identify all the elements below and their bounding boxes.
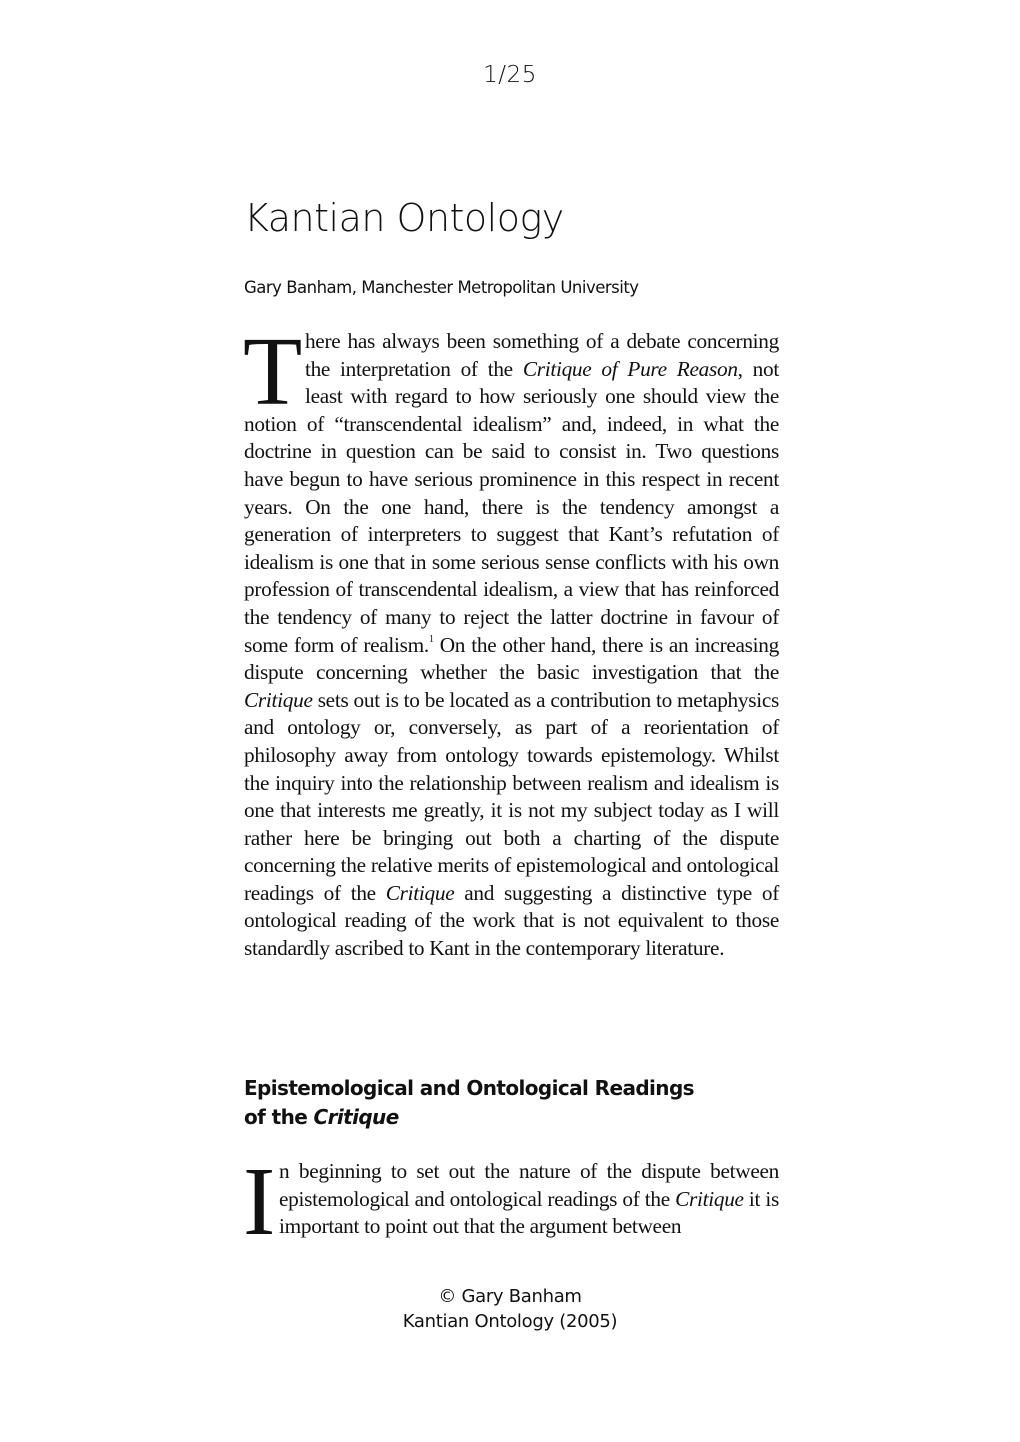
page-footer — [0, 1284, 1020, 1334]
section-heading — [244, 1074, 724, 1132]
paragraph-text: it is important to point out that the argument between — [279, 1186, 780, 1239]
section-paragraph — [243, 1148, 780, 1255]
drop-cap-letter: T — [243, 318, 302, 425]
paragraph-text: sets out is to be located as a contribution to metaphysics and ontology or, conversely, as part of a reorientation of philosophy away from ontology towards epistemology. Whilst the inquiry into the relationship between realism and idealism is one that interests me greatly, it is not my subject today as I will rather here be bringing out both a charting of the dispute concerning the relative merits of epistemological and ontological readings of the — [244, 687, 779, 905]
work-title-italic: Critique — [244, 687, 313, 712]
author-affiliation: Gary Banham, Manchester Metropolitan University — [244, 278, 639, 297]
section-heading-line: Epistemological and Ontological Readings — [244, 1076, 694, 1100]
work-title-italic: Critique — [675, 1186, 744, 1211]
section-heading-line — [244, 1103, 724, 1132]
paragraph-text: here has always been something of a debate concerning the interpretation of the — [304, 329, 779, 381]
footnote-reference[interactable]: 1 — [428, 633, 434, 645]
article-title: Kantian Ontology — [244, 196, 564, 240]
work-title-italic: Critique — [385, 880, 455, 905]
footer-copyright: © Gary Banham — [438, 1286, 582, 1307]
opening-paragraph — [243, 318, 780, 963]
paragraph-text: On the other hand, there is an increasing dispute concerning whether the basic investigation that the — [244, 632, 779, 685]
section-heading-italic: Critique — [313, 1105, 399, 1129]
footer-citation: Kantian Ontology (2005) — [402, 1311, 618, 1332]
drop-cap-letter: I — [243, 1148, 276, 1255]
paragraph-text: n beginning to set out the nature of the dispute between epistemological and ontological readings of the — [279, 1159, 779, 1211]
paragraph-text: and suggesting a distinctive type of ontological reading of the work that is not equivalent to those standardly ascribed to Kant in the contemporary literature. — [244, 880, 779, 961]
section-heading-text: of the — [244, 1105, 314, 1129]
page-number: 1/25 — [483, 62, 537, 88]
paragraph-text: , not least with regard to how seriously one should view the notion of “transcendental idealism” and, indeed, in what the doctrine in question can be said to consist in. Two questions have begun to have serious prominence in this respect in recent years. On the one hand, there is the tendency amongst a generation of interpreters to suggest that Kant’s refutation of idealism is one that in some serious sense conflicts with his own profession of transcendental idealism, a view that has reinforced the tendency of many to reject the latter doctrine in favour of some form of realism. — [244, 356, 780, 657]
work-title-italic: Critique of Pure Reason — [522, 356, 738, 381]
